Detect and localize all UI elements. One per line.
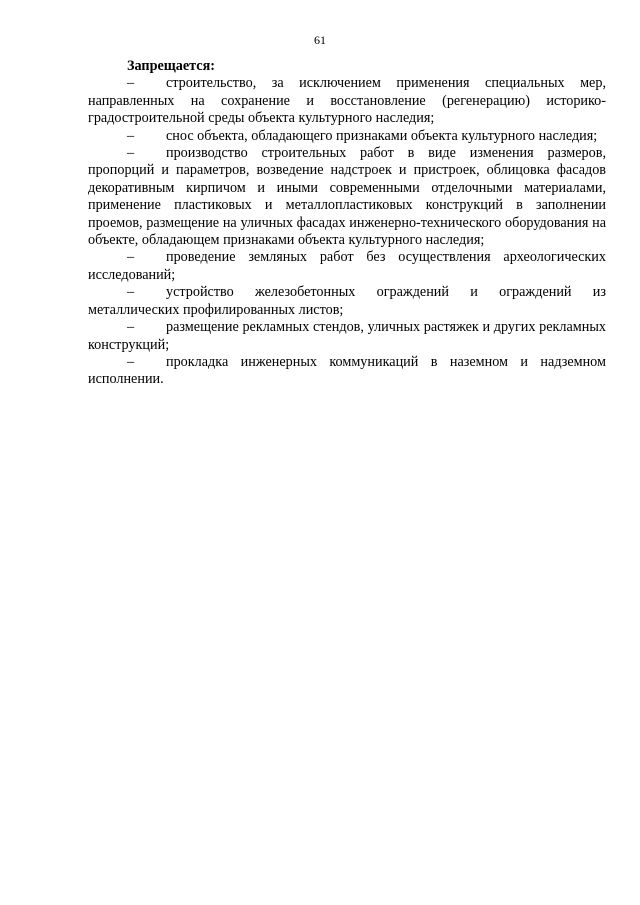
list-item [88,319,606,354]
dash-marker: – [127,249,135,266]
document-body [88,58,606,389]
dash-marker: – [127,127,135,144]
list-item-text: производство строительных работ в виде изменения размеров, пропорций и параметров, возведение надстроек и пристроек, облицовка фасадов декоративным кирпичом и иными современными отделочными материалами, применение пластиковых и металлопластиковых конструкций в заполнении проемов, размещение на уличных фасадах инженерно-технического оборудования на объекте, обладающем признаками объекта культурного наследия; [88,145,606,249]
dash-marker: – [127,75,135,92]
list-item [88,145,606,249]
list-item-text: снос объекта, обладающего признаками объекта культурного наследия; [166,127,598,144]
page-number: 61 [314,33,326,47]
list-item-text: строительство, за исключением применения специальных мер, направленных на сохранение и восстановление (регенерацию) историко-градостроительной среды объекта культурного наследия; [88,75,606,127]
list-item [88,75,606,127]
list-item-text: устройство железобетонных ограждений и ограждений из металлических профилированных листов; [88,284,606,318]
list-item-text: размещение рекламных стендов, уличных растяжек и других рекламных конструкций; [88,319,606,353]
dash-marker: – [127,284,135,301]
dash-marker: – [127,353,135,370]
list-item [88,284,606,319]
list-item [88,354,606,389]
dash-marker: – [127,319,135,336]
list-item [88,128,606,145]
list-item-text: проведение земляных работ без осуществления археологических исследований; [88,249,606,283]
section-heading: Запрещается: [127,58,215,74]
dash-marker: – [127,145,135,162]
list-item-text: прокладка инженерных коммуникаций в наземном и надземном исполнении. [88,353,606,388]
list-item [88,249,606,284]
